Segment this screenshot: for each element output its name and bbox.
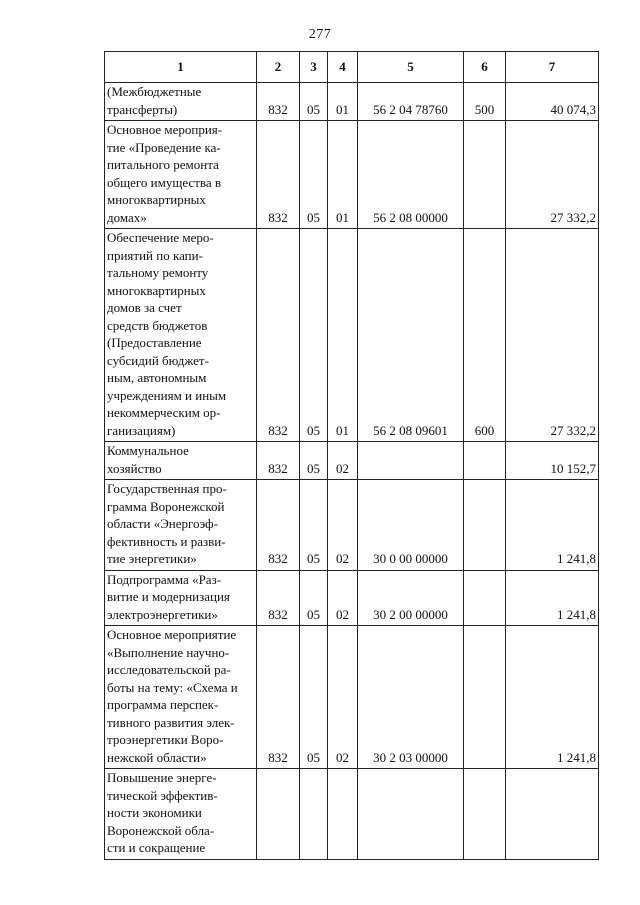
row-cell-c7 <box>506 769 599 860</box>
row-name-line: «Выполнение научно- <box>107 644 230 660</box>
row-name-cell <box>105 229 257 442</box>
row-cell-c7: 1 241,8 <box>506 480 599 571</box>
row-name-line: грамма Воронежской <box>107 498 225 514</box>
row-name-line: программа перспек- <box>107 697 219 712</box>
row-name-line: многоквартирных <box>107 282 206 298</box>
row-cell-c5: 30 0 00 00000 <box>358 480 464 571</box>
table-row <box>105 229 599 442</box>
row-name-line: домах» <box>107 209 147 225</box>
row-cell-c7: 40 074,3 <box>506 83 599 121</box>
table-row <box>105 121 599 229</box>
row-name-line: многоквартирных <box>107 192 206 207</box>
row-name-line: исследовательской ра- <box>107 662 231 677</box>
row-name-line: тической эффектив- <box>107 787 218 803</box>
row-name-line: области «Энергоэф- <box>107 516 218 531</box>
row-cell-c5: 30 2 00 00000 <box>358 570 464 626</box>
row-name-cell <box>105 121 257 229</box>
header-col-5: 5 <box>358 52 464 83</box>
row-cell-c6 <box>464 480 506 571</box>
row-name-line: учреждениям и иным <box>107 387 227 403</box>
row-name-cell <box>105 83 257 121</box>
header-col-3: 3 <box>300 52 328 83</box>
row-name-line: Основное мероприя- <box>107 122 223 137</box>
row-name-line: Обеспечение меро- <box>107 230 214 245</box>
row-cell-c5: 30 2 03 00000 <box>358 626 464 769</box>
row-name-cell <box>105 626 257 769</box>
row-cell-c3: 05 <box>300 83 328 121</box>
row-name-line: домов за счет <box>107 300 182 315</box>
row-name-line: фективность и разви- <box>107 533 226 549</box>
row-cell-c5 <box>358 442 464 480</box>
row-name-line: (Предоставление <box>107 335 202 350</box>
table-row <box>105 626 599 769</box>
row-cell-c7: 27 332,2 <box>506 121 599 229</box>
row-name-line: некоммерческим ор- <box>107 405 221 420</box>
table-header <box>105 52 599 83</box>
row-cell-c7: 10 152,7 <box>506 442 599 480</box>
row-name-line: Государственная про- <box>107 481 227 496</box>
row-name-line: ности экономики <box>107 805 202 820</box>
row-name-line: электроэнергетики» <box>107 606 218 622</box>
row-cell-c4: 01 <box>328 83 358 121</box>
row-cell-c7: 1 241,8 <box>506 626 599 769</box>
row-cell-c6: 500 <box>464 83 506 121</box>
header-col-4: 4 <box>328 52 358 83</box>
row-name-line: ганизациям) <box>107 422 176 438</box>
row-cell-c6 <box>464 121 506 229</box>
row-name-line: витие и модернизация <box>107 589 230 604</box>
header-col-1: 1 <box>105 52 257 83</box>
row-cell-c3: 05 <box>300 121 328 229</box>
budget-table <box>104 51 599 860</box>
row-name-line: нежской области» <box>107 749 207 765</box>
row-name-line: тивного развития элек- <box>107 714 235 730</box>
row-name-line: сти и сокращение <box>107 840 206 855</box>
row-cell-c4: 02 <box>328 570 358 626</box>
row-cell-c5 <box>358 769 464 860</box>
row-name-line: Коммунальное <box>107 443 189 458</box>
row-name-cell <box>105 570 257 626</box>
row-cell-c3 <box>300 769 328 860</box>
row-cell-c6: 600 <box>464 229 506 442</box>
row-name-line: Основное мероприятие <box>107 627 237 642</box>
row-name-line: боты на тему: «Схема и <box>107 679 238 695</box>
row-cell-c6 <box>464 769 506 860</box>
header-col-7: 7 <box>506 52 599 83</box>
row-name-line: Воронежской обла- <box>107 822 215 838</box>
header-col-6: 6 <box>464 52 506 83</box>
row-cell-c5: 56 2 04 78760 <box>358 83 464 121</box>
table-row <box>105 442 599 480</box>
row-cell-c3: 05 <box>300 626 328 769</box>
row-name-line: троэнергетики Воро- <box>107 732 224 747</box>
table-body <box>105 83 599 860</box>
row-cell-c2: 832 <box>257 83 300 121</box>
row-cell-c2: 832 <box>257 229 300 442</box>
row-name-line: приятий по капи- <box>107 247 203 263</box>
row-cell-c4: 01 <box>328 121 358 229</box>
row-cell-c4 <box>328 769 358 860</box>
row-cell-c4: 02 <box>328 442 358 480</box>
page-number: 277 <box>308 27 332 42</box>
row-name-line: субсидий бюджет- <box>107 352 209 368</box>
row-cell-c5: 56 2 08 09601 <box>358 229 464 442</box>
header-row <box>105 52 599 83</box>
row-cell-c3: 05 <box>300 480 328 571</box>
row-name-cell <box>105 769 257 860</box>
row-name-cell <box>105 442 257 480</box>
row-name-line: хозяйство <box>107 460 162 476</box>
row-name-line: ным, автономным <box>107 370 207 385</box>
row-name-line: общего имущества в <box>107 174 222 190</box>
row-name-line: Повышение энерге- <box>107 770 217 785</box>
row-cell-c3: 05 <box>300 229 328 442</box>
table-row <box>105 480 599 571</box>
row-name-line: средств бюджетов <box>107 317 208 333</box>
row-name-line: тие энергетики» <box>107 551 197 566</box>
row-cell-c3: 05 <box>300 442 328 480</box>
row-cell-c7: 1 241,8 <box>506 570 599 626</box>
row-cell-c2: 832 <box>257 626 300 769</box>
row-cell-c6 <box>464 442 506 480</box>
row-cell-c7: 27 332,2 <box>506 229 599 442</box>
row-cell-c4: 02 <box>328 480 358 571</box>
row-cell-c4: 01 <box>328 229 358 442</box>
row-cell-c6 <box>464 570 506 626</box>
row-name-cell <box>105 480 257 571</box>
row-name-line: питального ремонта <box>107 157 219 172</box>
row-name-line: тальному ремонту <box>107 265 209 280</box>
row-name-line: тие «Проведение ка- <box>107 139 221 155</box>
row-cell-c2: 832 <box>257 121 300 229</box>
row-cell-c2 <box>257 769 300 860</box>
row-cell-c5: 56 2 08 00000 <box>358 121 464 229</box>
header-col-2: 2 <box>257 52 300 83</box>
row-cell-c2: 832 <box>257 570 300 626</box>
row-cell-c2: 832 <box>257 480 300 571</box>
row-name-line: (Межбюджетные <box>107 84 202 99</box>
row-cell-c6 <box>464 626 506 769</box>
table-row <box>105 570 599 626</box>
row-cell-c3: 05 <box>300 570 328 626</box>
row-cell-c4: 02 <box>328 626 358 769</box>
table-row <box>105 769 599 860</box>
row-cell-c2: 832 <box>257 442 300 480</box>
row-name-line: Подпрограмма «Раз- <box>107 571 222 587</box>
row-name-line: трансферты) <box>107 101 178 117</box>
table-row <box>105 83 599 121</box>
